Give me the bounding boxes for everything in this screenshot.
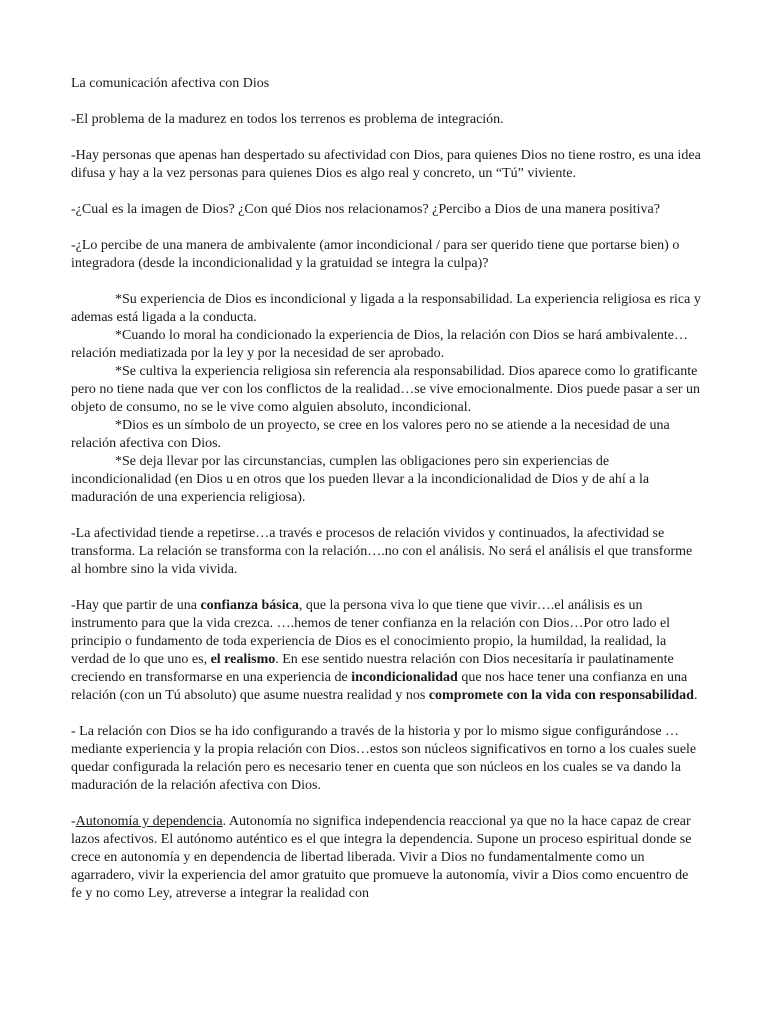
text-run: . [693, 688, 698, 703]
list-item: *Se cultiva la experiencia religiosa sin referencia ala responsabilidad. Dios aparece como lo gratificante pero no tiene nada que ver con los conflictos de la realidad…se vive emocionalmente. Dios puede pasar a ser un objeto de consumo, no se le vive como alguien absoluto, incondicional. [71, 364, 700, 415]
list-item: *Cuando lo moral ha condicionado la experiencia de Dios, la relación con Dios se hará ambivalente…relación mediatizada por la ley y por la necesidad de ser aprobado. [71, 328, 689, 361]
bold-phrase-basic-trust: confianza básica [200, 598, 299, 613]
list-item: *Su experiencia de Dios es incondicional y ligada a la responsabilidad. La experiencia religiosa es rica y ademas está ligada a la conducta. [71, 292, 701, 325]
underlined-heading-autonomy: Autonomía y dependencia [75, 814, 223, 829]
paragraph-history: - La relación con Dios se ha ido configurando a través de la historia y por lo mismo sigue configurándose … mediante experiencia y la propia relación con Dios…estos son núcleos significativos en torno a los cuales suele quedar configurada la relación pero es necesario tener en cuenta que son núcleos en los cuales se va dando la maduración de la relación afectiva con Dios. [71, 724, 697, 793]
paragraph-integration: -El problema de la madurez en todos los terrenos es problema de integración. [71, 112, 504, 127]
list-item: *Se deja llevar por las circunstancias, cumplen las obligaciones pero sin experiencias de incondicionalidad (en Dios u en otros que los pueden llevar a la incondicionalidad de Dios y de ahí a la maduración de una experiencia religiosa). [71, 454, 650, 505]
text-run: , que la persona viva lo que tiene que vivir….el análisis es un instrumento para que la vida crezca. ….hemos de tener confianza en la relación con Dios…Por otro lado el principio o fundamento de toda experiencia de Dios es el conocimiento propio, la humildad, la realidad, la verdad de lo que uno es, [71, 598, 671, 667]
text-run: -Hay que partir de una [71, 598, 201, 613]
paragraph-basic-trust [71, 597, 701, 705]
text-run: . En ese sentido nuestra relación con Dios necesitaría ir paulatinamente creciendo en transformarse en una experiencia de [71, 652, 674, 685]
document-body [71, 75, 701, 903]
bold-phrase-unconditionality: incondicionalidad [351, 670, 458, 685]
document-title: La comunicación afectiva con Dios [71, 76, 270, 91]
experience-list [71, 291, 701, 507]
text-run: que nos hace tener una confianza en una relación (con un Tú absoluto) que asume nuestra realidad y nos [71, 670, 688, 703]
text-run: - [71, 814, 76, 829]
bold-phrase-commitment: compromete con la vida con responsabilidad [428, 688, 694, 703]
paragraph-transformation: -La afectividad tiende a repetirse…a través e procesos de relación vividos y continuados, la afectividad se transforma. La relación se transforma con la relación….no con el análisis. No será el análisis el que transforme al hombre sino la vida vivida. [71, 526, 693, 577]
paragraph-autonomy [71, 813, 701, 903]
paragraph-image-of-god: -¿Cual es la imagen de Dios? ¿Con qué Dios nos relacionamos? ¿Percibo a Dios de una manera positiva? [71, 202, 660, 217]
list-item: *Dios es un símbolo de un proyecto, se cree en los valores pero no se atiende a la necesidad de una relación afectiva con Dios. [71, 418, 670, 451]
paragraph-affectivity: -Hay personas que apenas han despertado su afectividad con Dios, para quienes Dios no tiene rostro, es una idea difusa y hay a la vez personas para quienes Dios es algo real y concreto, un “Tú” viviente. [71, 148, 701, 181]
bold-phrase-realism: el realismo [210, 652, 276, 667]
paragraph-ambivalence: -¿Lo percibe de una manera de ambivalente (amor incondicional / para ser querido tiene que portarse bien) o integradora (desde la incondicionalidad y la gratuidad se integra la culpa)? [71, 238, 680, 271]
text-run: . Autonomía no significa independencia reaccional ya que no la hace capaz de crear lazos afectivos. El autónomo auténtico es el que integra la dependencia. Supone un proceso espiritual donde se crece en autonomía y en dependencia de libertad liberada. Vivir a Dios no fundamentalmente como un agarradero, vivir la experiencia del amor gratuito que promueve la autonomía, vivir a Dios como encuentro de fe y no como Ley, atreverse a integrar la realidad con [71, 814, 692, 901]
